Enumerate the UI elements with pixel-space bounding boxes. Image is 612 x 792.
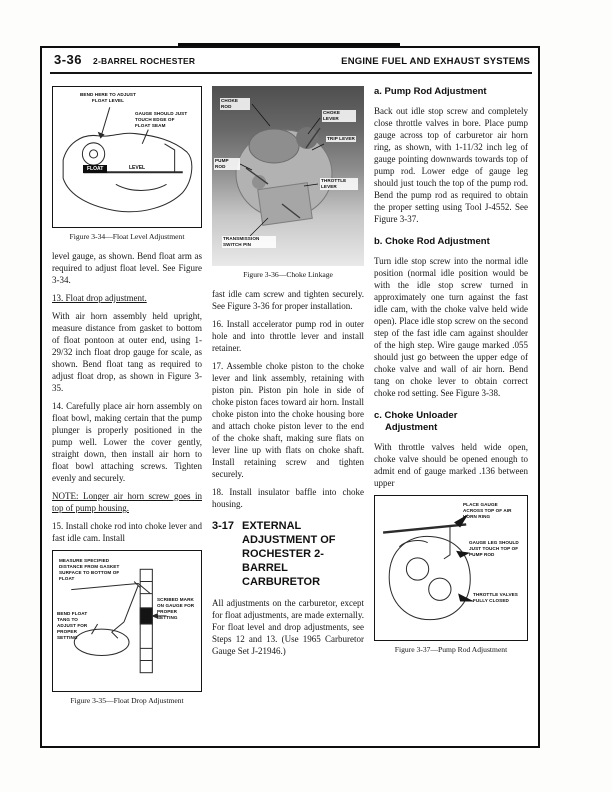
running-head-left: 2-BARREL ROCHESTER (93, 56, 196, 66)
figure-callout: SCRIBED MARK ON GAUGE FOR PROPER SETTING (157, 597, 195, 620)
right-column (374, 86, 528, 742)
figure-3-37 (374, 495, 528, 641)
left-column (52, 86, 202, 742)
figure-callout: PLACE GAUGE ACROSS TOP OF AIR HORN RING (463, 502, 512, 519)
step-13-heading: 13. Float drop adjustment. (52, 293, 147, 303)
step-15: 15. Install choke rod into choke lever and fast idle cam. Install (52, 521, 202, 543)
figure-callout: GAUGE LEG SHOULD JUST TOUCH TOP OF PUMP ROD (469, 540, 519, 557)
page-number: 3-36 (54, 52, 83, 67)
paragraph-float-level: level gauge, as shown. Bend float arm as required to adjust float level. See Figure 3-34. (52, 251, 202, 285)
step-14: 14. Carefully place air horn assembly on float bowl, making certain that the pump plunger is properly positioned in the pump well. Lower the cover gently, straight down, then install air horn to float bowl attaching screws. Tighten evenly and securely. (52, 401, 202, 483)
figure-label-level: LEVEL (129, 165, 146, 171)
figure-3-35-caption: Figure 3-35—Float Drop Adjustment (70, 696, 184, 705)
figure-3-37-caption: Figure 3-37—Pump Rod Adjustment (394, 645, 508, 654)
subsection-b-heading: b. Choke Rod Adjustment (374, 236, 490, 247)
paragraph-fast-idle: fast idle cam screw and tighten securely. See Figure 3-36 for proper installation. (212, 289, 364, 311)
subsection-a-body: Back out idle stop screw and completely close throttle valves in bore. Place pump gauge across top of carburetor air horn ring, as shown, with 1-11/32 inch leg of gauge pointing downwards towards top of pump rod. Lower edge of gauge leg should just touch the top of the pump rod. Bend the pump rod as required to obtain the proper setting using Tool J-4552. See Figure 3-37. (374, 106, 528, 224)
section-3-17-body: All adjustments on the carburetor, except for float adjustments, are made externally. For float level and drop adjustments, see Steps 12 and 13. (Use 1965 Carburetor Gauge Set J-21946.) (212, 598, 364, 656)
figure-3-36-photo (212, 86, 364, 266)
middle-column (212, 86, 364, 742)
figure-callout: MEASURE SPECIFIED DISTANCE FROM GASKET SURFACE TO BOTTOM OF FLOAT (59, 558, 120, 581)
section-title: EXTERNAL ADJUSTMENT OF ROCHESTER 2-BARREL CARBURETOR (242, 520, 336, 588)
figure-label-float: FLOAT (83, 165, 107, 173)
section-heading-3-17 (212, 519, 364, 589)
figure-callout: BEND HERE TO ADJUST FLOAT LEVEL (79, 92, 136, 103)
step-16: 16. Install accelerator pump rod in outer hole and into throttle lever and install retainer. (212, 319, 364, 353)
note-air-horn-screw: NOTE: Longer air horn screw goes in top of pump housing. (52, 491, 202, 513)
subsection-a-heading: a. Pump Rod Adjustment (374, 86, 487, 97)
figure-callout: TRANSMISSION SWITCH PIN (222, 236, 276, 248)
figure-3-36-caption: Figure 3-36—Choke Linkage (243, 270, 333, 279)
figure-callout: CHOKE ROD (220, 98, 250, 110)
figure-3-34 (52, 86, 202, 228)
section-number: 3-17 (212, 520, 235, 532)
figure-callout: BEND FLOAT TANG TO ADJUST FOR PROPER SETTING (57, 611, 88, 640)
page-header (54, 52, 530, 67)
figure-callout: THROTTLE LEVER (320, 178, 358, 190)
subsection-c-heading: c. Choke Unloader Adjustment (374, 410, 458, 433)
subsection-b-body: Turn idle stop screw into the normal idle position (normal idle position would be with the idle stop screw turned in approximately one turn against the fast idle cam, with the choke valve held wide open). Place idle stop screw on the second step of the fast idle cam against shoulder of the high step. Wire gauge marked .055 should just go between the upper edge of choke valve and wall of air horn. Bend tang on choke lever to obtain correct choke rod setting. See Figure 3-38. (374, 256, 528, 398)
figure-callout: GAUGE SHOULD JUST TOUCH EDGE OF FLOAT SEAM (135, 111, 188, 128)
figure-3-34-art (53, 87, 201, 227)
step-13-body: With air horn assembly held upright, measure distance from gasket to bottom of float pontoon at outer end, using 1-29/32 inch float drop gauge for scale, as shown. Bend float tang as required to adjust float drop, as shown in Figure 3-35. (52, 311, 202, 393)
figure-callout: PUMP ROD (214, 158, 240, 170)
step-18: 18. Install insulator baffle into choke housing. (212, 487, 364, 509)
figure-3-34-caption: Figure 3-34—Float Level Adjustment (69, 232, 185, 241)
figure-3-35 (52, 550, 202, 692)
running-head-right: ENGINE FUEL AND EXHAUST SYSTEMS (341, 56, 530, 67)
figure-callout: CHOKE LEVER (322, 110, 356, 122)
step-17: 17. Assemble choke piston to the choke lever and link assembly, retaining with piston pin. Piston pin hole in side of choke piston faces toward air horn. Install choke piston into the choke housing bore and attach choke piston lever to the end of the choke shaft, making sure flats on lever line up with flats on choke shaft. Install retaining screw and tighten securely. (212, 361, 364, 479)
header-rule (50, 72, 532, 74)
figure-callout: TRIP LEVER (327, 136, 355, 141)
subsection-c-body: With throttle valves held wide open, choke valve should be opened enough to admit end of gauge marked .136 between upper (374, 442, 528, 488)
figure-callout: THROTTLE VALVES FULLY CLOSED (473, 592, 518, 603)
page-frame (40, 46, 540, 748)
